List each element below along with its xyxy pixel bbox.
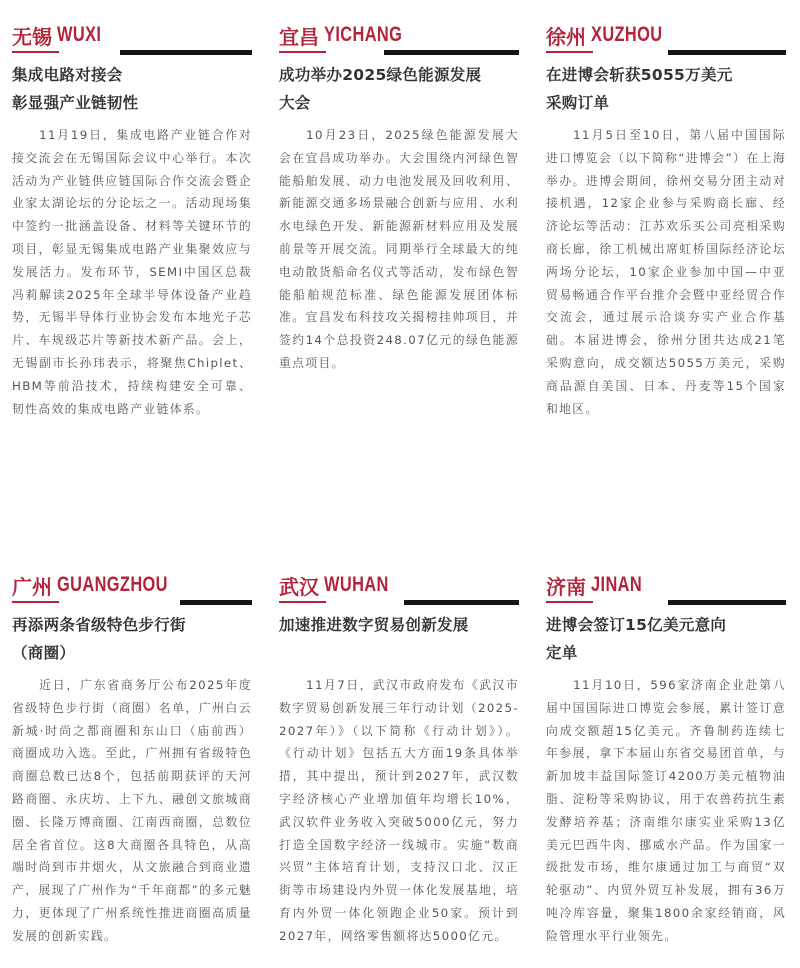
article-body: 近日，广东省商务厅公布2025年度省级特色步行街（商圈）名单，广州白云新城·时尚之都商圈和东山口（庙前西）商圈成功入选。至此，广州拥有省级特色商圈总数已达8个，包括前期获评的天河路商圈、永庆坊、上下九、融创文旅城商圈、长隆万博商圈、江南西商圈，总数位居全省首位。这8大商圈各具特色，从高端时尚到市井烟火，从文旅融合到商业遗产，展现了广州作为“千年商都”的多元魅力，更体现了广州系统性推进商圈高质量发展的创新实践。 <box>12 678 252 943</box>
city-header <box>279 570 519 600</box>
header-divider <box>12 50 252 58</box>
city-name-cn: 无锡 <box>12 24 52 49</box>
title-line: 在进博会斩获5055万美元 <box>546 66 733 84</box>
article-wuxi <box>12 20 252 420</box>
city-name-en: GUANGZHOU <box>57 573 168 596</box>
title-line: 进博会签订15亿美元意向 <box>546 616 727 634</box>
city-name-en: WUXI <box>57 23 102 46</box>
title-line: 成功举办2025绿色能源发展 <box>279 66 482 84</box>
article-yichang <box>279 20 519 375</box>
article-body: 11月10日，596家济南企业赴第八届中国国际进口博览会参展，累计签订意向成交额超15亿美元。齐鲁制药连续七年参展，拿下本届山东省交易团首单，与新加坡丰益国际签订4200万美元植物油脂、淀粉等采购协议，用于农兽药抗生素发酵培养基；济南维尔康实业采购13亿美元巴西牛肉、挪威水产品。作为国家一级批发市场，维尔康通过加工与商贸“双轮驱动”、内贸外贸互补发展，拥有36万吨冷库容量，聚集1800余家经销商，风险管理水平行业领先。 <box>546 678 786 943</box>
article-body: 11月19日，集成电路产业链合作对接交流会在无锡国际会议中心举行。本次活动为产业链供应链国际合作交流会暨企业家太湖论坛的分论坛之一。活动现场集中签约一批涵盖设备、材料等关键环节的项目，彰显无锡集成电路产业集聚效应与发展活力。发布环节，SEMI中国区总裁冯莉解读2025年全球半导体设备产业趋势，无锡半导体行业协会发布本地光子芯片、车规级芯片等新技术新产品。会上，无锡副市长孙玮表示，将聚焦Chiplet、HBM等前沿技术，持续构建安全可靠、韧性高效的集成电路产业链体系。 <box>12 128 252 416</box>
article-title <box>12 61 252 117</box>
title-line: 集成电路对接会 <box>12 66 123 84</box>
title-line: （商圈） <box>12 644 76 662</box>
city-name-cn: 济南 <box>546 574 586 599</box>
article-body: 10月23日，2025绿色能源发展大会在宜昌成功举办。大会围绕内河绿色智能船舶发展、动力电池发展及回收利用、新能源交通多场景融合创新与应用、水利水电绿色开发、新能源新材料应用及发展前景等开展交流。同期举行全球最大的纯电动散货船命名仪式等活动，发布绿色智能船舶规范标准、绿色能源发展团体标准。宜昌发布科技攻关揭榜挂帅项目，并签约14个总投资248.07亿元的绿色能源重点项目。 <box>279 128 519 370</box>
city-name-cn: 宜昌 <box>279 24 319 49</box>
article-title <box>12 611 252 667</box>
city-name-en: XUZHOU <box>591 23 663 46</box>
article-xuzhou <box>546 20 786 420</box>
city-header <box>546 570 786 600</box>
article-jinan <box>546 570 786 948</box>
title-line: 大会 <box>279 94 311 112</box>
article-body: 11月7日，武汉市政府发布《武汉市数字贸易创新发展三年行动计划（2025-2027年）》（以下简称《行动计划》）。《行动计划》包括五大方面19条具体举措，其中提出，预计到2027年，武汉数字经济核心产业增加值年均增长10%，武汉软件业务收入突破5000亿元，努力打造全国数字经济一线城市。实施“数商兴贸”主体培育计划，支持汉口北、汉正街等市场建设内外贸一体化发展基地，培育内外贸一体化领跑企业50家。预计到2027年，网络零售额将达5000亿元。 <box>279 678 519 943</box>
article-title <box>546 61 786 117</box>
title-line: 彰显强产业链韧性 <box>12 94 139 112</box>
city-name-cn: 广州 <box>12 574 52 599</box>
city-header <box>12 20 252 50</box>
article-guangzhou <box>12 570 252 948</box>
city-name-en: WUHAN <box>324 573 389 596</box>
article-wuhan <box>279 570 519 948</box>
header-divider <box>12 600 252 608</box>
city-header <box>546 20 786 50</box>
city-name-en: YICHANG <box>324 23 403 46</box>
article-title <box>279 611 519 639</box>
title-line: 再添两条省级特色步行街 <box>12 616 186 634</box>
city-header <box>279 20 519 50</box>
header-divider <box>546 600 786 608</box>
city-header <box>12 570 252 600</box>
article-body: 11月5日至10日，第八届中国国际进口博览会（以下简称“进博会”）在上海举办。进博会期间，徐州交易分团主动对接机遇，12家企业参与采购商长廊、经济论坛等活动：江苏欢乐买公司亮相采购商长廊，徐工机械出席虹桥国际经济论坛两场分论坛，10家企业参加中国—中亚贸易畅通合作平台推介会暨中亚经贸合作交流会，通过展示洽谈夯实产业合作基础。本届进博会，徐州分团共达成21笔采购意向，成交额达5055万美元，采购商品源自美国、日本、丹麦等15个国家和地区。 <box>546 128 786 416</box>
article-title <box>279 61 519 117</box>
title-line: 定单 <box>546 644 578 662</box>
header-divider <box>279 600 519 608</box>
article-title <box>546 611 786 667</box>
header-divider <box>546 50 786 58</box>
city-name-cn: 武汉 <box>279 574 319 599</box>
city-name-cn: 徐州 <box>546 24 586 49</box>
title-line: 加速推进数字贸易创新发展 <box>279 616 469 634</box>
header-divider <box>279 50 519 58</box>
title-line: 采购订单 <box>546 94 610 112</box>
city-name-en: JINAN <box>591 573 643 596</box>
